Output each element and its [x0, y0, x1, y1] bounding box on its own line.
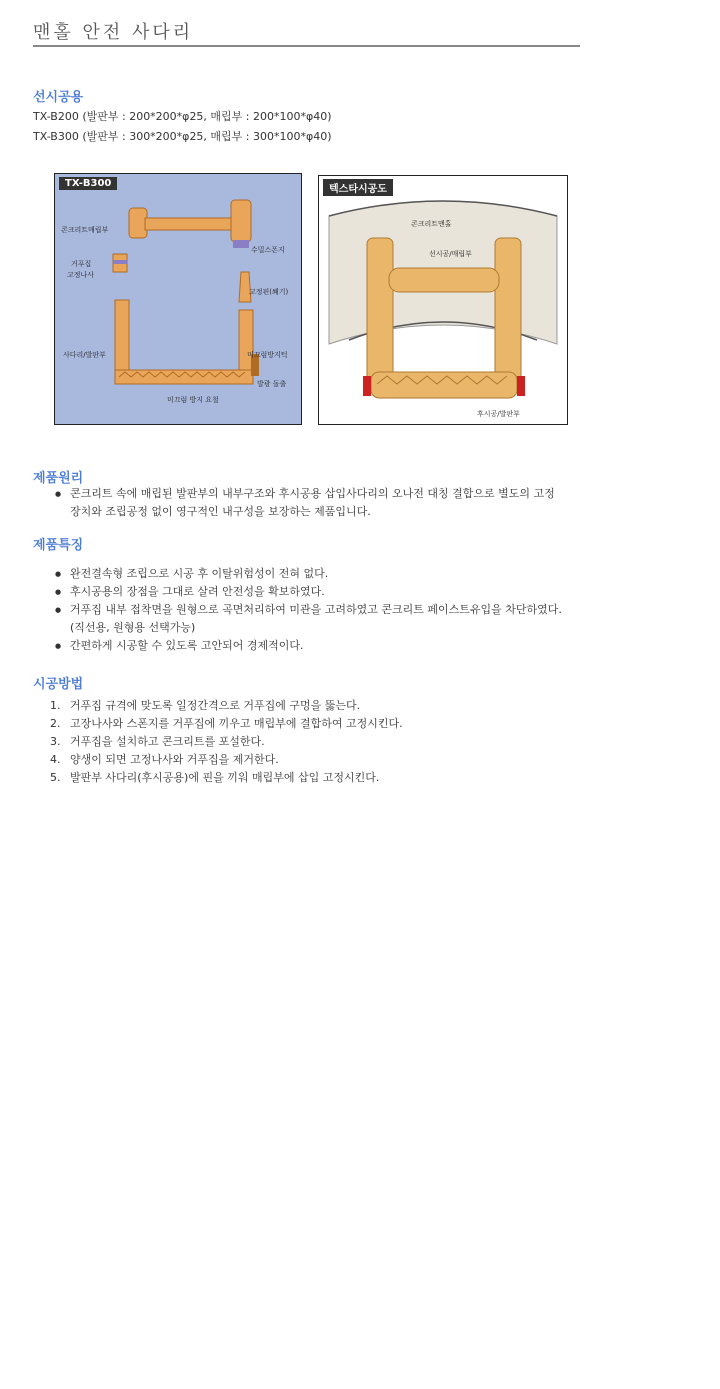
ladder-left-leg	[115, 300, 129, 378]
label-pre-part: 선시공/매립부	[429, 250, 472, 258]
label-antislip-groove: 미끄럼 방지 요철	[167, 396, 219, 404]
feature-item-continuation: (직선용, 원형용 선택가능)	[70, 621, 196, 634]
principle-line-2: 장치와 조립공정 없이 영구적인 내구성을 보장하는 제품입니다.	[70, 505, 371, 518]
install-diagram	[319, 176, 567, 424]
label-fix-screw: 고정나사	[67, 271, 95, 279]
method-step: 1. 거푸집 규격에 맞도록 일정간격으로 거푸집에 구멍을 뚫는다.	[50, 699, 361, 712]
label-antislip-protrusion: 미끄럼방지턱	[247, 351, 288, 359]
label-manhole: 콘크리트맨홀	[411, 220, 452, 228]
sponge-shape	[233, 240, 249, 248]
screw-band	[113, 260, 127, 264]
features-heading: 제품특징	[33, 538, 84, 553]
red-cap-right	[517, 376, 525, 396]
method-step: 4. 양생이 되면 고정나사와 거푸집을 제거한다.	[50, 753, 279, 766]
embed-bar	[145, 218, 233, 230]
label-post-part: 후시공/발판부	[477, 410, 520, 418]
embed-left-block	[129, 208, 147, 238]
method-step: 3. 거푸집을 설치하고 콘크리트를 포설한다.	[50, 735, 265, 748]
label-fix-pin: 고정핀(쐐기)	[249, 288, 289, 296]
embed-right-block	[231, 200, 251, 242]
method-heading: 시공방법	[33, 677, 84, 692]
product-diagram	[55, 174, 301, 424]
post-install-step	[371, 372, 517, 398]
install-figure	[318, 175, 568, 425]
page-title: 맨홀 안전 사다리	[33, 22, 194, 43]
principle-line-1: ● 콘크리트 속에 매립된 발판부의 내부구조와 후시공용 삽입사다리의 오나전 대칭 결합으로 별도의 고정	[55, 485, 555, 503]
method-step: 2. 고장나사와 스폰지를 거푸집에 끼우고 매립부에 결합하여 고정시킨다.	[50, 717, 403, 730]
label-ladder: 사다리/발판부	[63, 351, 106, 359]
method-step: 5. 발판부 사다리(후시공용)에 핀을 끼워 매립부에 삽입 고정시킨다.	[50, 771, 380, 784]
red-cap-left	[363, 376, 371, 396]
ladder-right-rail	[495, 238, 521, 388]
feature-item: ● 간편하게 시공할 수 있도록 고안되어 경제적이다.	[55, 637, 562, 655]
spec-tx-b300: TX-B300 (발판부 : 300*200*φ25, 매립부 : 300*100*φ40)	[33, 130, 332, 143]
pre-install-bar	[389, 268, 499, 292]
feature-item: ● 완전결속형 조립으로 시공 후 이탈위험성이 전혀 없다.	[55, 565, 562, 583]
spec-tx-b200: TX-B200 (발판부 : 200*200*φ25, 매립부 : 200*100*φ40)	[33, 110, 332, 123]
label-embed: 콘크리트매립부	[61, 226, 109, 234]
label-mold: 거푸집	[71, 260, 92, 268]
feature-item: ● 거푸집 내부 접착면을 원형으로 곡면처리하여 미관을 고려하였고 콘크리트 페이스트유입을 차단하였다.	[55, 601, 562, 619]
features-list	[55, 565, 562, 655]
title-divider	[33, 45, 580, 47]
ladder-left-rail	[367, 238, 393, 388]
principle-list	[55, 485, 555, 521]
feature-item: ● 후시공용의 장점을 그대로 살려 안전성을 확보하였다.	[55, 583, 562, 601]
fix-pin-shape	[239, 272, 251, 302]
label-foot-protrusion: 발광 돌출	[257, 380, 287, 388]
pre-install-heading: 선시공용	[33, 90, 84, 105]
figure-left-tag: TX-B300	[59, 177, 117, 190]
method-list	[50, 697, 403, 787]
product-figure-tx-b300	[54, 173, 302, 425]
principle-heading: 제품원리	[33, 471, 84, 486]
figure-right-tag: 텍스타시공도	[323, 179, 393, 196]
ladder-right-leg	[239, 310, 253, 378]
label-sponge: 수밀스폰지	[251, 246, 285, 254]
